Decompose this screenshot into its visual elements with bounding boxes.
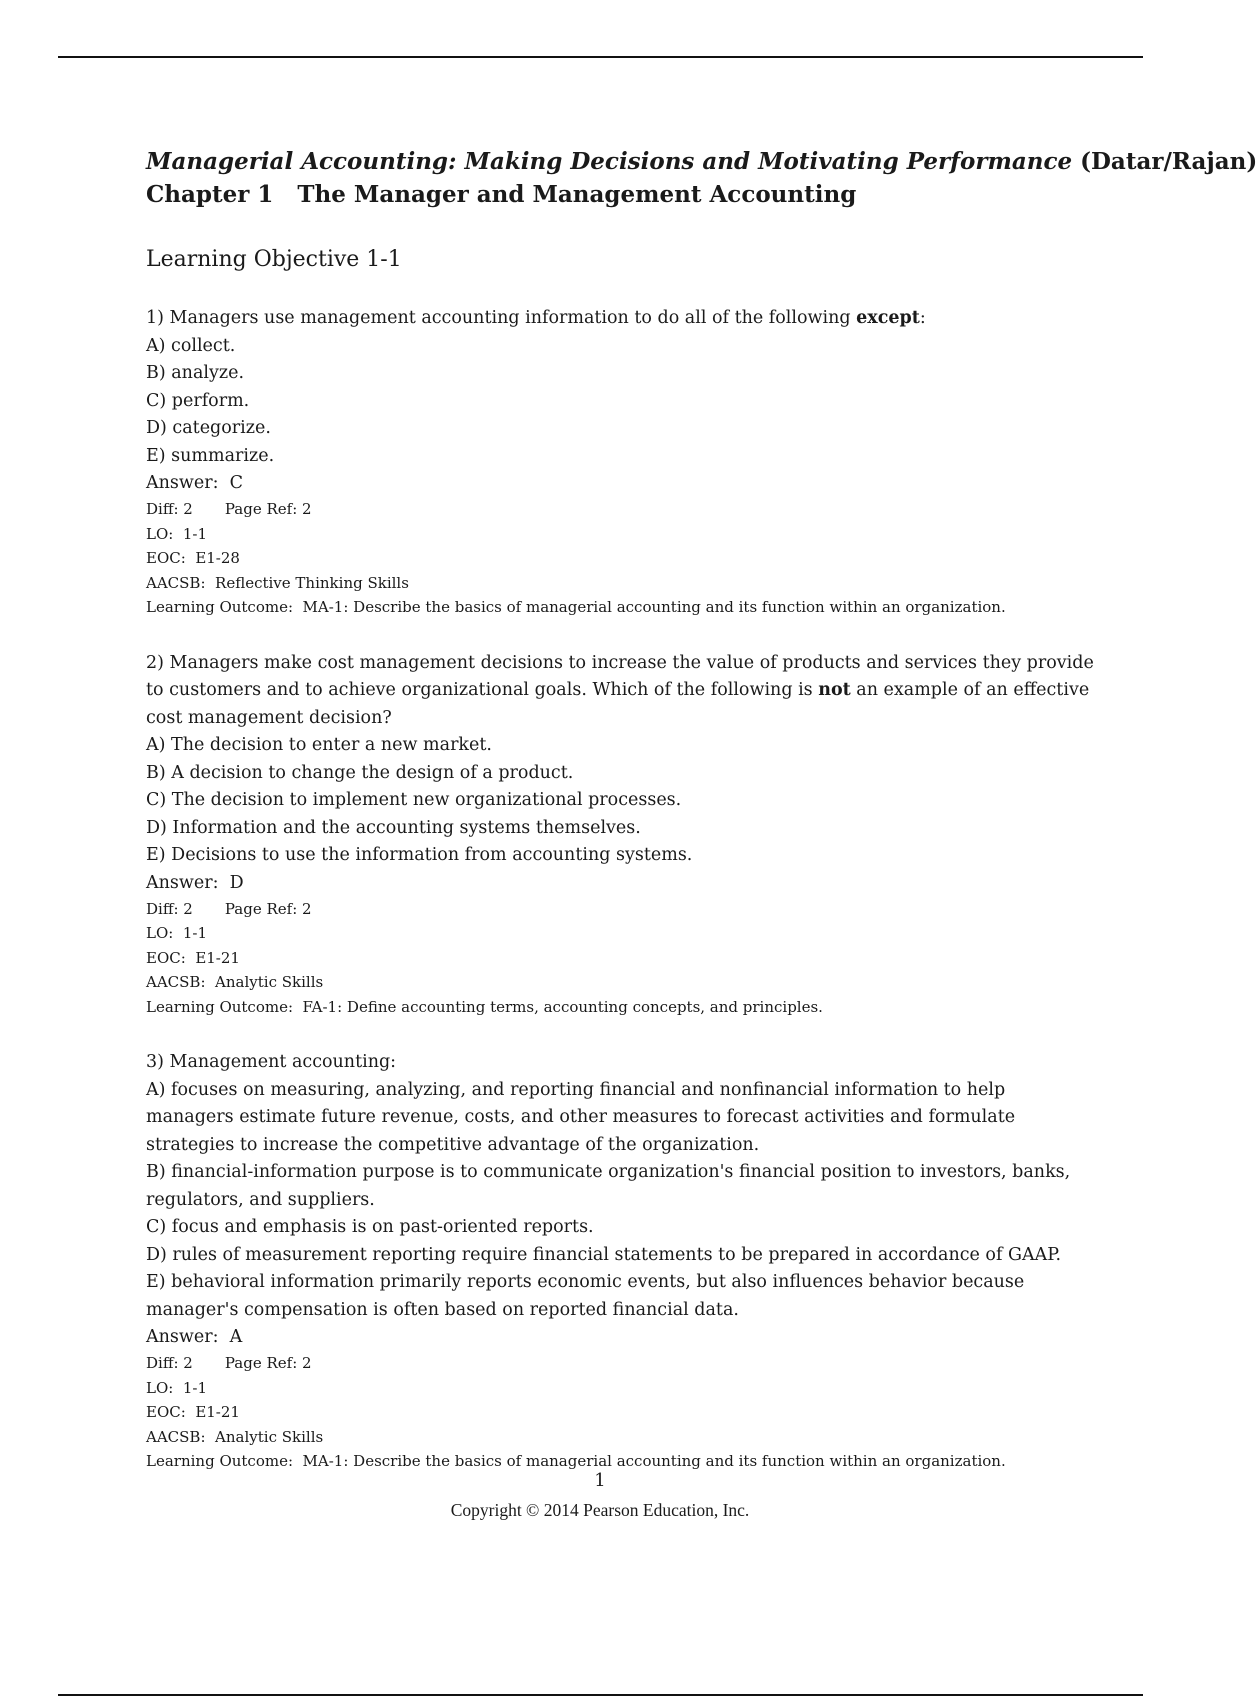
difficulty-line: Diff: 2 Page Ref: 2 [146, 1354, 312, 1372]
learning-outcome-line: Learning Outcome: MA-1: Describe the basics of managerial accounting and its function within an organization. [146, 1452, 1006, 1470]
eoc-line: EOC: E1-28 [146, 549, 240, 567]
option-c: C) focus and emphasis is on past-oriented reports. [146, 1217, 594, 1237]
question-2 [146, 650, 1096, 1020]
book-title [146, 145, 1257, 178]
option-d: D) Information and the accounting systems themselves. [146, 817, 641, 838]
eoc-line: EOC: E1-21 [146, 948, 240, 967]
aacsb-line: AACSB: Reflective Thinking Skills [146, 573, 409, 592]
question-stem: 2) Managers make cost management decisions to increase the value of products and services they provide to customers and to achieve organizational goals. Which of the following is not an example of an effective cost management decision? [146, 652, 1094, 728]
option-a: A) The decision to enter a new market. [146, 735, 492, 755]
option-b: B) A decision to change the design of a product. [146, 762, 574, 783]
aacsb-line: AACSB: Analytic Skills [146, 1427, 324, 1446]
question-stem: 3) Management accounting: [146, 1052, 397, 1072]
option-b: B) analyze. [146, 363, 245, 383]
difficulty-line: Diff: 2 Page Ref: 2 [146, 500, 312, 518]
lo-line: LO: 1-1 [146, 1378, 208, 1397]
page-number: 1 [594, 1470, 606, 1491]
answer: Answer: D [146, 872, 244, 893]
option-c: C) perform. [146, 390, 250, 411]
difficulty-line: Diff: 2 Page Ref: 2 [146, 899, 312, 918]
option-e: E) summarize. [146, 445, 275, 466]
lo-line: LO: 1-1 [146, 524, 208, 543]
answer: Answer: A [146, 1327, 243, 1347]
answer: Answer: C [146, 473, 244, 493]
question-stem: 1) Managers use management accounting information to do all of the following except: [146, 308, 926, 328]
top-rule [58, 56, 1143, 58]
learning-outcome-line: Learning Outcome: FA-1: Define accounting terms, accounting concepts, and principles. [146, 997, 823, 1016]
option-e: E) behavioral information primarily reports economic events, but also influences behavior because manager's compensation is often based on reported financial data. [146, 1272, 1025, 1320]
learning-outcome-line: Learning Outcome: MA-1: Describe the basics of managerial accounting and its function within an organization. [146, 598, 1006, 616]
option-a: A) focuses on measuring, analyzing, and reporting financial and nonfinancial information to help managers estimate future revenue, costs, and other measures to forecast activities and formulate strategies to increase the competitive advantage of the organization. [146, 1079, 1016, 1155]
option-e: E) Decisions to use the information from accounting systems. [146, 845, 693, 865]
book-authors: (Datar/Rajan) [1080, 148, 1257, 175]
eoc-line: EOC: E1-21 [146, 1403, 240, 1421]
book-title-italic: Managerial Accounting: Making Decisions and Motivating Performance [146, 148, 1073, 175]
section-heading: Learning Objective 1-1 [146, 247, 402, 272]
option-b: B) financial-information purpose is to communicate organization's financial position to investors, banks, regulators, and suppliers. [146, 1162, 1071, 1210]
aacsb-line: AACSB: Analytic Skills [146, 973, 324, 991]
bottom-rule [58, 1694, 1143, 1696]
question-3 [146, 1049, 1096, 1474]
question-1 [146, 305, 1096, 620]
chapter-title: Chapter 1 The Manager and Management Accounting [146, 181, 857, 208]
option-a: A) collect. [146, 335, 236, 356]
option-c: C) The decision to implement new organizational processes. [146, 790, 682, 810]
option-d: D) rules of measurement reporting require financial statements to be prepared in accordance of GAAP. [146, 1244, 1062, 1265]
option-d: D) categorize. [146, 418, 271, 438]
document-page [146, 145, 1257, 1474]
copyright-notice: Copyright © 2014 Pearson Education, Inc. [450, 1500, 750, 1520]
lo-line: LO: 1-1 [146, 924, 208, 942]
